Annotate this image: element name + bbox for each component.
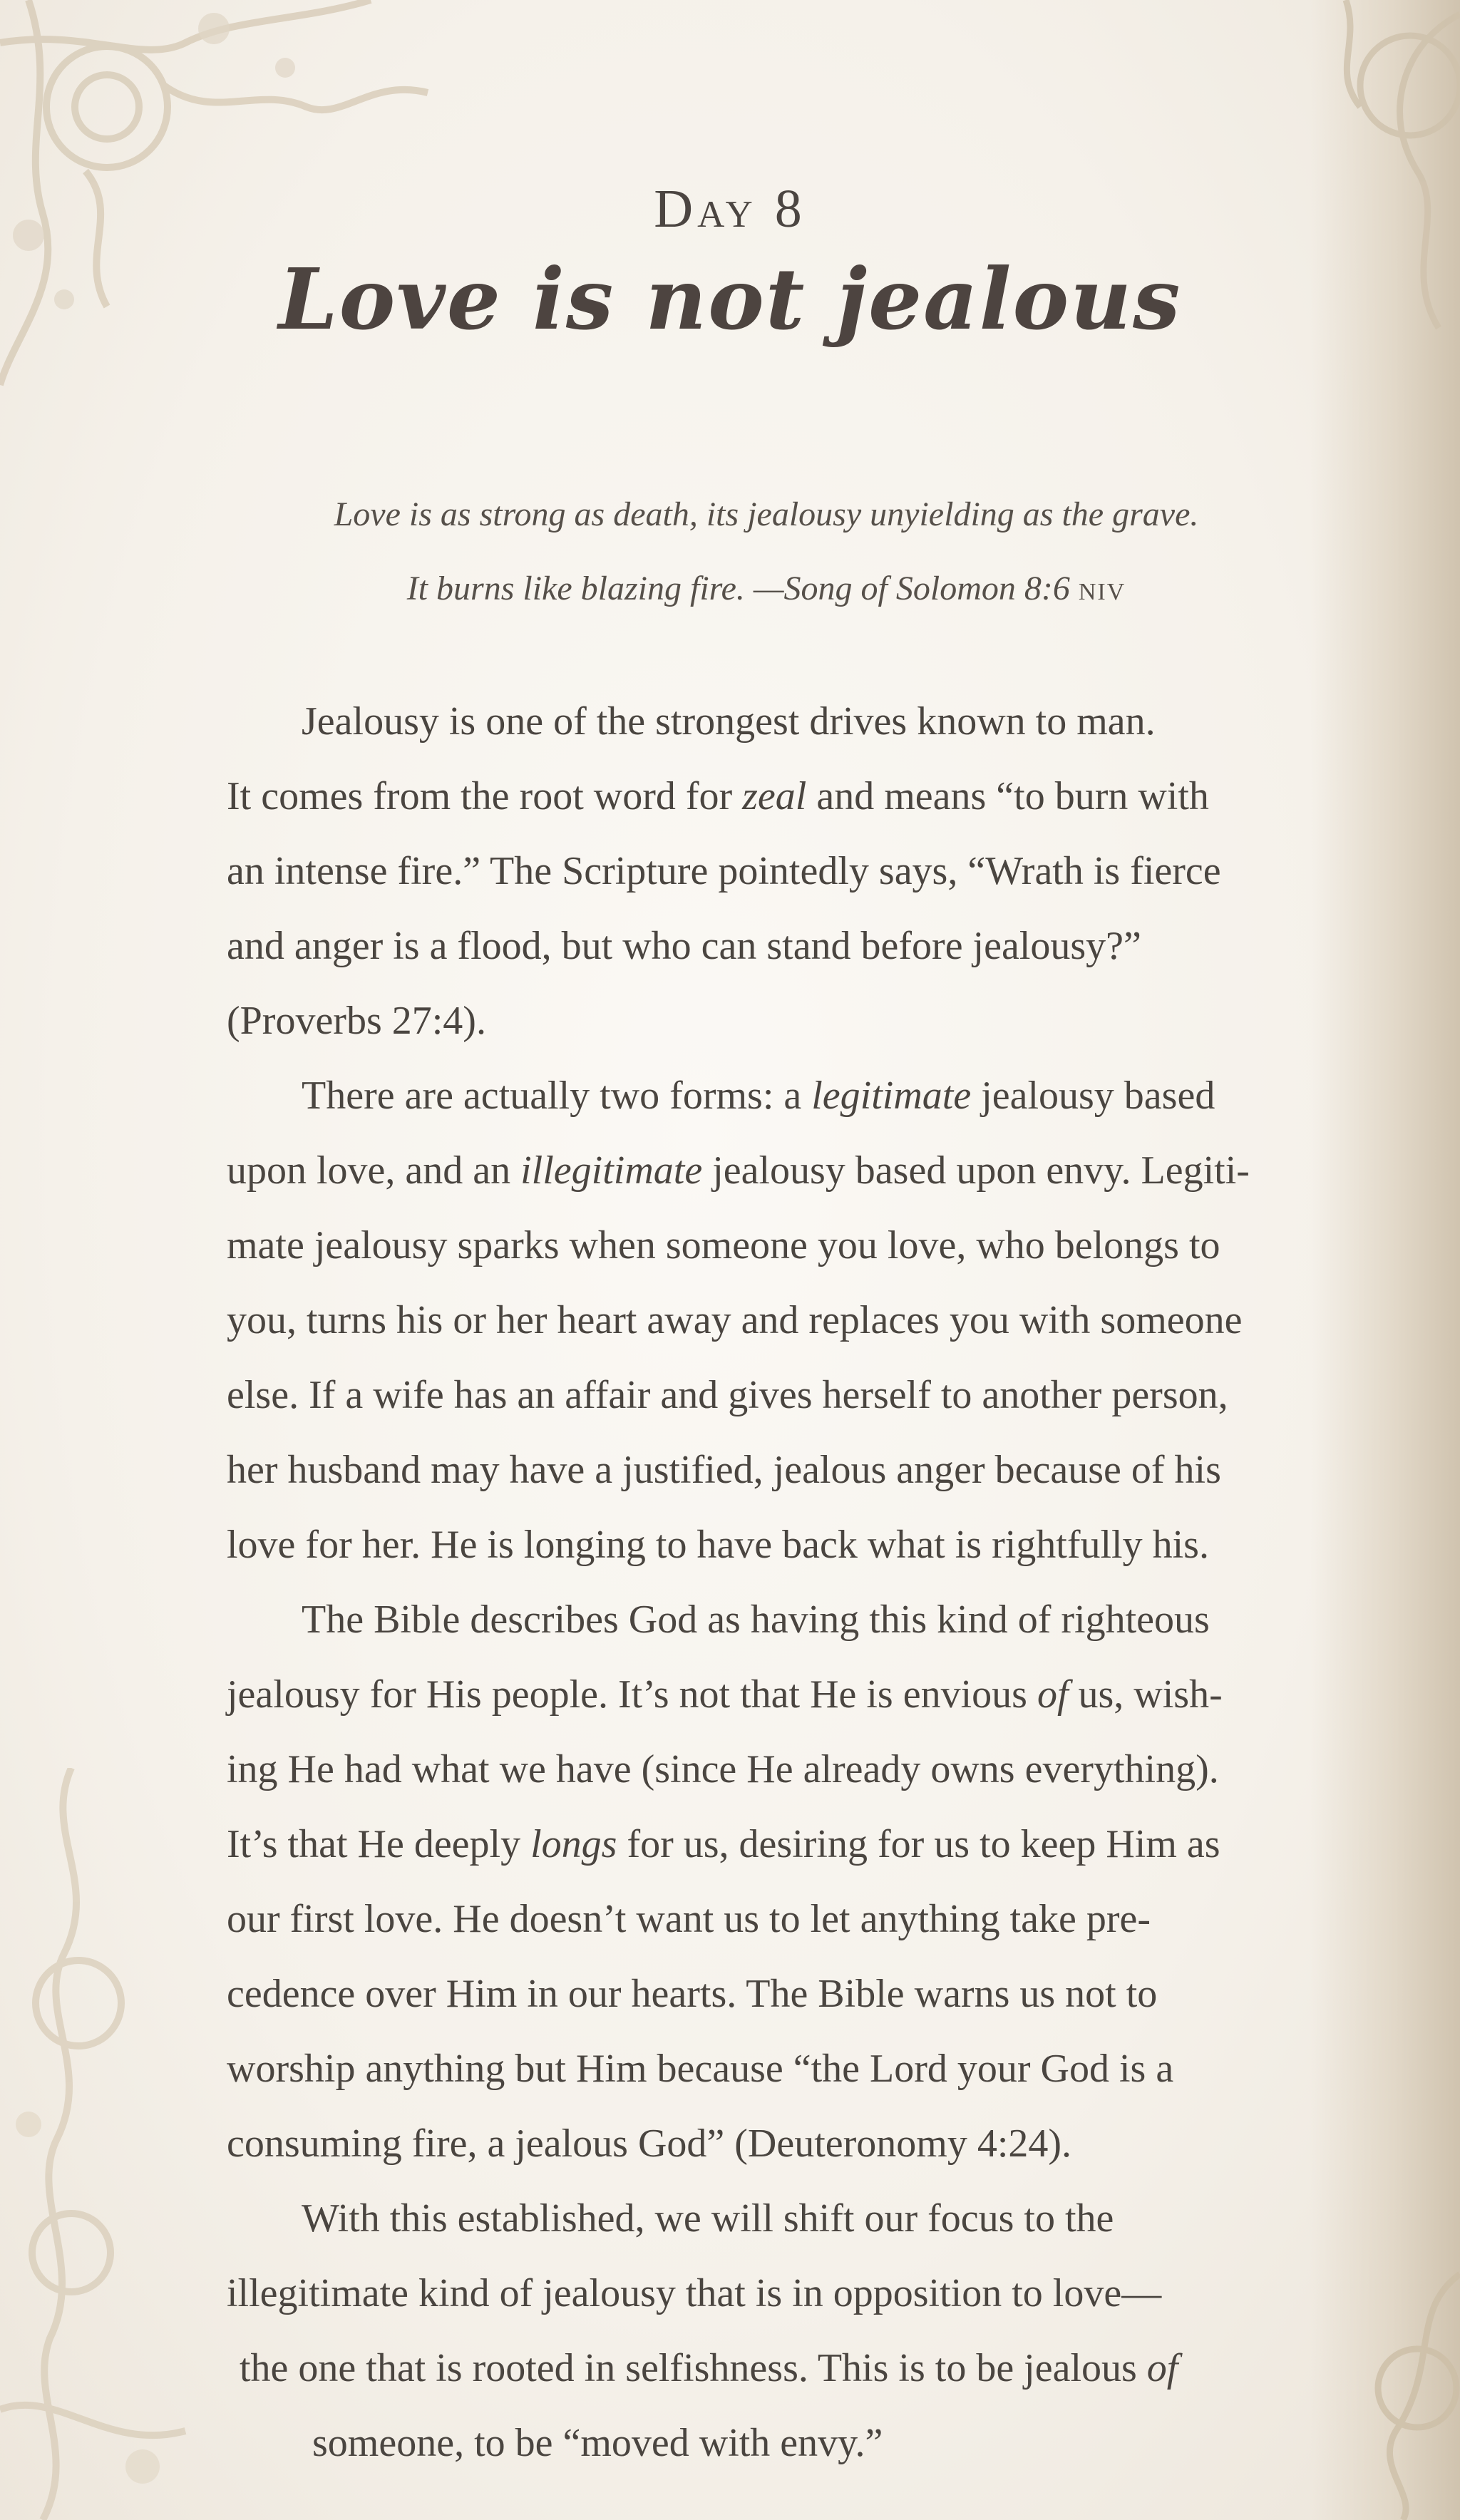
epigraph-text: It burns like blazing fire. —Song of Solomon 8:6 [406, 570, 1070, 607]
text-line: else. If a wife has an affair and gives herself to another person, [227, 1373, 1228, 1417]
chapter-title: Love is not jealous [278, 250, 1182, 349]
text-line: our first love. He doesn’t want us to let anything take pre- [227, 1897, 1151, 1941]
text-line: cedence over Him in our hearts. The Bible warns us not to [227, 1972, 1158, 2016]
text-line: an intense fire.” The Scripture pointedly says, “Wrath is fierce [227, 849, 1221, 893]
text-line: (Proverbs 27:4). [227, 999, 486, 1043]
corner-ornament-bottom-left [0, 1768, 228, 2520]
text-line: her husband may have a justified, jealous anger because of his [227, 1448, 1221, 1492]
text-line: mate jealousy sparks when someone you love, who belongs to [227, 1223, 1220, 1267]
text-line: jealousy for His people. It’s not that He is envious of us, wish- [227, 1672, 1223, 1717]
text-line: someone, to be “moved with envy.” [312, 2421, 883, 2465]
text-line: you, turns his or her heart away and replaces you with someone [227, 1298, 1243, 1342]
text-line: With this established, we will shift our focus to the [302, 2196, 1114, 2241]
text-line: consuming fire, a jealous God” (Deuteronomy 4:24). [227, 2122, 1072, 2166]
text-line: The Bible describes God as having this kind of righteous [302, 1598, 1210, 1642]
text-line: worship anything but Him because “the Lord your God is a [227, 2047, 1174, 2091]
corner-ornament-bottom-right [1353, 2246, 1460, 2520]
text-line: ing He had what we have (since He already owns everything). [227, 1747, 1219, 1791]
text-line: There are actually two forms: a legitimate jealousy based [302, 1074, 1215, 1118]
text-line: It comes from the root word for zeal and means “to burn with [227, 774, 1209, 818]
epigraph-line-2 [214, 552, 1319, 629]
epigraph-line-1: Love is as strong as death, its jealousy unyielding as the grave. [334, 495, 1199, 533]
text-line: upon love, and an illegitimate jealousy based upon envy. Legiti- [227, 1148, 1250, 1193]
text-line: and anger is a flood, but who can stand before jealousy?” [227, 924, 1141, 968]
text-line: illegitimate kind of jealousy that is in opposition to love— [227, 2271, 1162, 2315]
day-heading: Day 8 [654, 179, 806, 239]
text-line: It’s that He deeply longs for us, desiring for us to keep Him as [227, 1822, 1220, 1866]
text-line: the one that is rooted in selfishness. This is to be jealous of [240, 2346, 1178, 2390]
bible-version: NIV [1078, 579, 1126, 605]
text-line: Jealousy is one of the strongest drives known to man. [302, 699, 1156, 744]
text-line: love for her. He is longing to have back what is rightfully his. [227, 1523, 1209, 1567]
